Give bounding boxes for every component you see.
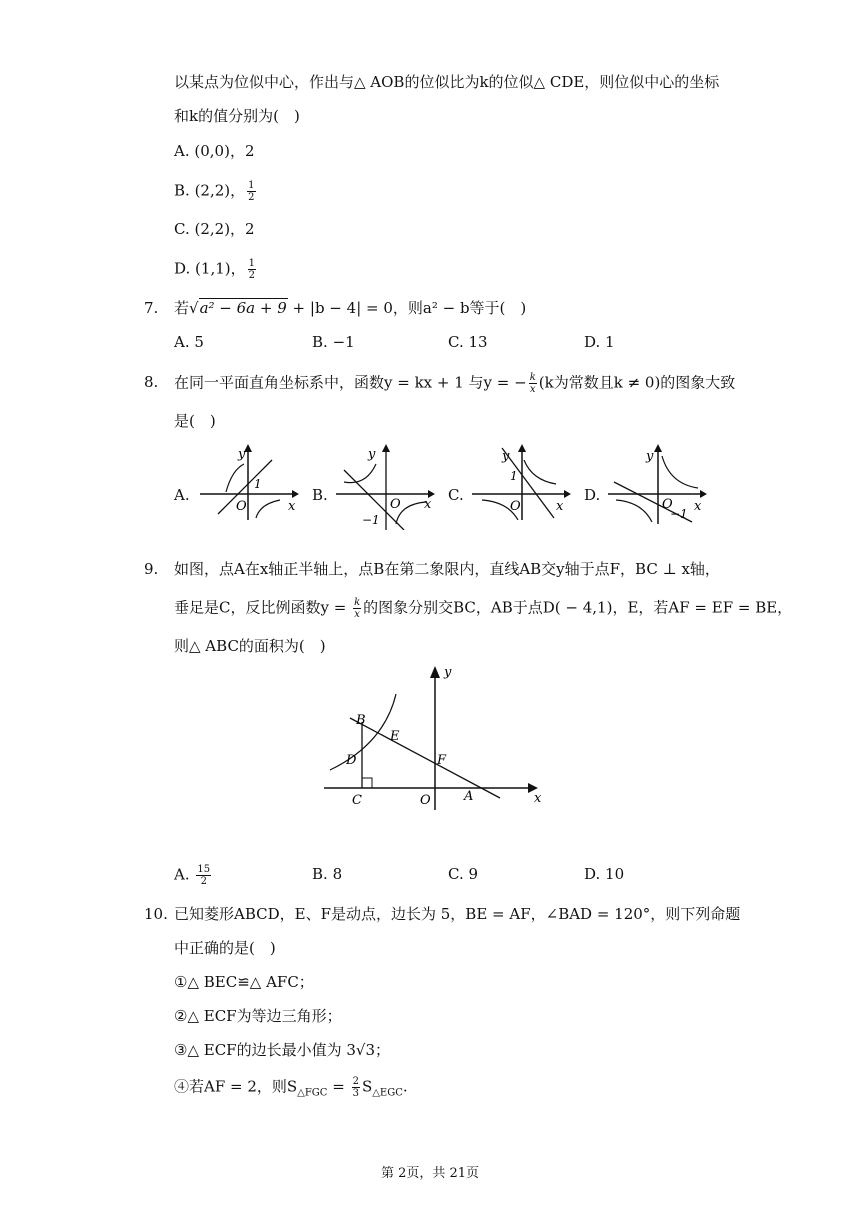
- point-d-label: D: [346, 753, 357, 768]
- axis-x-label: x: [534, 791, 542, 806]
- q8-stem-line1: 在同一平面直角坐标系中，函数y = kx + 1 与y = − $\frac{k}{x}$ (k为常数且k ≠ 0)的图象大致: [174, 372, 736, 395]
- q8-number: 8.: [144, 373, 159, 391]
- q9-option-d[interactable]: D. 10: [584, 865, 625, 883]
- q10-proposition-3: ③△ ECF的边长最小值为 3√3；: [174, 1041, 390, 1059]
- fraction: $\frac{k}{x}$: [529, 372, 536, 395]
- q10-stem-line1: 已知菱形ABCD，E、F是动点，边长为 5，BE = AF，∠BAD = 120°，则下列命题: [174, 905, 741, 923]
- axis-x-label: x: [424, 497, 432, 512]
- q7-option-b[interactable]: B. −1: [312, 333, 355, 351]
- q9-option-b[interactable]: B. 8: [312, 865, 343, 883]
- q10-proposition-4: ④若AF = 2，则$S_{\triangle FGC}$ = $\frac{2}{3}$ $S_{\triangle EGC}$.: [174, 1076, 408, 1099]
- q7-option-d[interactable]: D. 1: [584, 333, 615, 351]
- q10-proposition-1: ①△ BEC≌△ AFC；: [174, 973, 314, 991]
- q8-option-c-label[interactable]: C.: [448, 486, 464, 504]
- axis-y-label: y: [444, 665, 452, 680]
- q7-stem: 若√a² − 6a + 9 + |b − 4| = 0，则a² − b等于( ): [174, 299, 527, 317]
- q6-option-c[interactable]: [174, 219, 255, 239]
- q10-proposition-2: ②△ ECF为等边三角形；: [174, 1007, 342, 1025]
- intercept-label: −1: [362, 513, 380, 527]
- q8-option-b-label[interactable]: B.: [312, 486, 328, 504]
- q9-stem-line3: 则△ ABC的面积为( ): [174, 637, 326, 655]
- q10-number: 10.: [144, 905, 168, 923]
- q8-graph-d[interactable]: [608, 444, 708, 524]
- axis-x-label: x: [694, 499, 702, 514]
- axis-y-label: y: [238, 447, 246, 462]
- fraction: $\frac{15}{2}$: [197, 864, 211, 887]
- q7-option-a[interactable]: A. 5: [174, 333, 204, 351]
- q9-number: 9.: [144, 560, 159, 578]
- origin-label: O: [390, 497, 401, 512]
- fraction: $\frac{1}{2}$: [248, 258, 255, 281]
- option-label: A.: [174, 142, 190, 160]
- q6-option-b[interactable]: [174, 180, 258, 203]
- q7-option-c[interactable]: C. 13: [448, 333, 488, 351]
- point-b-label: B: [356, 713, 366, 728]
- option-text: (0,0)，2: [194, 142, 255, 160]
- q10-stem-line2: 中正确的是( ): [174, 939, 276, 957]
- axis-y-label: y: [502, 449, 510, 464]
- q8-option-a-label[interactable]: A.: [174, 486, 190, 504]
- q8-graph-b[interactable]: [336, 444, 436, 530]
- axis-x-label: x: [288, 499, 296, 514]
- axis-y-label: y: [368, 447, 376, 462]
- q9-stem-line1: 如图，点A在x轴正半轴上，点B在第二象限内，直线AB交y轴于点F，BC ⊥ x轴，: [174, 560, 720, 578]
- q6-stem-line2: 和k的值分别为( ): [174, 107, 300, 125]
- point-c-label: C: [352, 793, 362, 808]
- intercept-label: 1: [254, 477, 262, 491]
- point-f-label: F: [437, 753, 447, 768]
- page-footer: 第 2页，共 21页: [380, 1166, 480, 1181]
- option-text: (2,2)，2: [194, 220, 255, 238]
- option-text: (1,1)，: [195, 259, 246, 278]
- sqrt-radicand: a² − 6a + 9: [199, 299, 287, 317]
- q8-graph-c[interactable]: [472, 444, 572, 520]
- origin-label: O: [510, 499, 521, 514]
- intercept-label: −1: [670, 507, 688, 521]
- origin-label: O: [420, 793, 431, 808]
- origin-label: O: [662, 497, 673, 512]
- q8-option-d-label[interactable]: D.: [584, 486, 601, 504]
- q6-option-a[interactable]: [174, 141, 255, 161]
- option-label: C.: [174, 220, 190, 238]
- q9-figure: [320, 660, 550, 810]
- q6-stem-line1: 以某点为位似中心，作出与△ AOB的位似比为k的位似△ CDE，则位似中心的坐标: [174, 73, 720, 91]
- q9-option-a[interactable]: A. $\frac{15}{2}$: [174, 864, 211, 887]
- point-a-label: A: [464, 789, 474, 804]
- option-label: D.: [174, 259, 191, 278]
- q8-stem-line2: 是( ): [174, 412, 216, 430]
- fraction: $\frac{2}{3}$: [352, 1076, 359, 1099]
- fraction: $\frac{1}{2}$: [248, 180, 255, 203]
- intercept-label: 1: [510, 469, 518, 483]
- point-e-label: E: [390, 729, 400, 744]
- q7-number: 7.: [144, 299, 159, 317]
- q6-option-d[interactable]: [174, 258, 258, 281]
- origin-label: O: [236, 499, 247, 514]
- option-text: (2,2)，: [194, 181, 246, 200]
- axis-x-label: x: [556, 499, 564, 514]
- option-label: B.: [174, 181, 190, 200]
- q9-stem-line2: 垂足是C，反比例函数y = $\frac{k}{x}$ 的图象分别交BC，AB于点D( − 4,1)，E，若AF = EF = BE，: [174, 597, 793, 620]
- axis-y-label: y: [646, 449, 654, 464]
- q9-option-c[interactable]: C. 9: [448, 865, 479, 883]
- q8-graph-a[interactable]: [200, 444, 300, 520]
- fraction: $\frac{k}{x}$: [354, 597, 361, 620]
